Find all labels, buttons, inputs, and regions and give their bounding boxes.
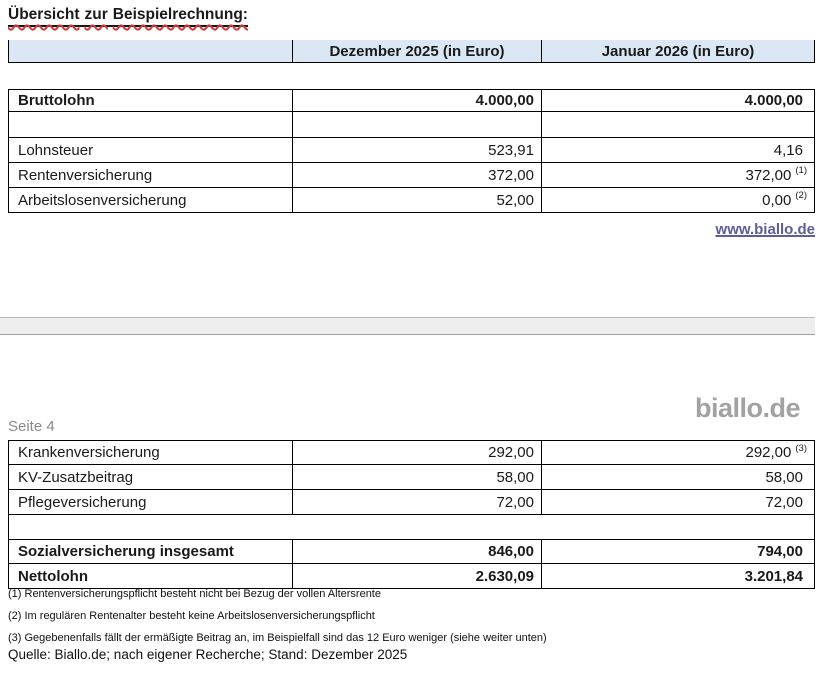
dezember-value: 2.630,09 (293, 564, 542, 589)
januar-value: 0,00 $^{(2)}$ (542, 188, 815, 213)
biallo-link[interactable]: www.biallo.de (715, 221, 815, 238)
title-word: zur (84, 6, 108, 23)
table-row-krankenversicherung (8, 440, 815, 465)
dezember-value: 58,00 (293, 465, 542, 490)
dezember-value: 523,91 (293, 138, 542, 163)
januar-value: 58,00 (542, 465, 815, 490)
row-label: Nettolohn (8, 564, 293, 589)
page-number-label: Seite 4 (8, 418, 55, 435)
januar-value: 292,00 $^{(3)}$ (542, 440, 815, 465)
dezember-value: 4.000,00 (293, 90, 542, 112)
title-word: Beispielrechnung: (112, 6, 248, 23)
lower-table (8, 440, 815, 589)
januar-value: 3.201,84 (542, 564, 815, 589)
dezember-value: 72,00 (293, 490, 542, 515)
footnote-2: (2) Im regulären Rentenalter besteht keine Arbeitslosenversicherungspflicht (8, 610, 375, 622)
dezember-value: 52,00 (293, 188, 542, 213)
spacer-row (8, 515, 815, 540)
table-header-row (8, 40, 815, 63)
footnote-1: (1) Rentenversicherungspflicht besteht nicht bei Bezug der vollen Altersrente (8, 588, 381, 600)
title-word: Übersicht (8, 6, 80, 23)
row-label: Rentenversicherung (8, 163, 293, 188)
table-row-nettolohn (8, 564, 815, 589)
table-row-kv-zusatzbeitrag (8, 465, 815, 490)
header-dezember: Dezember 2025 (in Euro) (293, 40, 542, 63)
table-row-bruttolohn (8, 90, 815, 112)
januar-value: 794,00 (542, 540, 815, 564)
source-line: Quelle: Biallo.de; nach eigener Recherche; Stand: Dezember 2025 (8, 647, 408, 662)
page-separator (0, 317, 815, 335)
footnote-ref: (2) (795, 190, 807, 202)
table-row-arbeitslosenversicherung (8, 188, 815, 213)
januar-value: 372,00 $^{(1)}$ (542, 163, 815, 188)
spacer-row (8, 63, 815, 90)
table-row-sozialversicherung (8, 540, 815, 564)
table-row-pflegeversicherung (8, 490, 815, 515)
footnote-3: (3) Gegebenenfalls fällt der ermäßigte Beitrag an, im Beispielfall sind das 12 Euro weniger (siehe weiter unten) (8, 632, 547, 644)
row-label: Arbeitslosenversicherung (8, 188, 293, 213)
footnote-ref: (1) (795, 165, 807, 177)
row-label: Bruttolohn (8, 90, 293, 112)
januar-value: 4.000,00 (542, 90, 815, 112)
header-empty-cell (8, 40, 293, 63)
row-label: Lohnsteuer (8, 138, 293, 163)
dezember-value: 372,00 (293, 163, 542, 188)
dezember-value: 292,00 (293, 440, 542, 465)
row-label: Krankenversicherung (8, 440, 293, 465)
row-label: KV-Zusatzbeitrag (8, 465, 293, 490)
empty-row (8, 112, 815, 138)
upper-table (8, 40, 815, 213)
footnote-ref: (3) (795, 442, 807, 454)
row-label: Pflegeversicherung (8, 490, 293, 515)
dezember-value: 846,00 (293, 540, 542, 564)
table-row-lohnsteuer (8, 138, 815, 163)
biallo-logo: biallo.de (694, 393, 800, 423)
table-row-rentenversicherung (8, 163, 815, 188)
januar-value: 72,00 (542, 490, 815, 515)
page-title (8, 6, 248, 27)
row-label: Sozialversicherung insgesamt (8, 540, 293, 564)
header-januar: Januar 2026 (in Euro) (542, 40, 815, 63)
januar-value: 4,16 (542, 138, 815, 163)
